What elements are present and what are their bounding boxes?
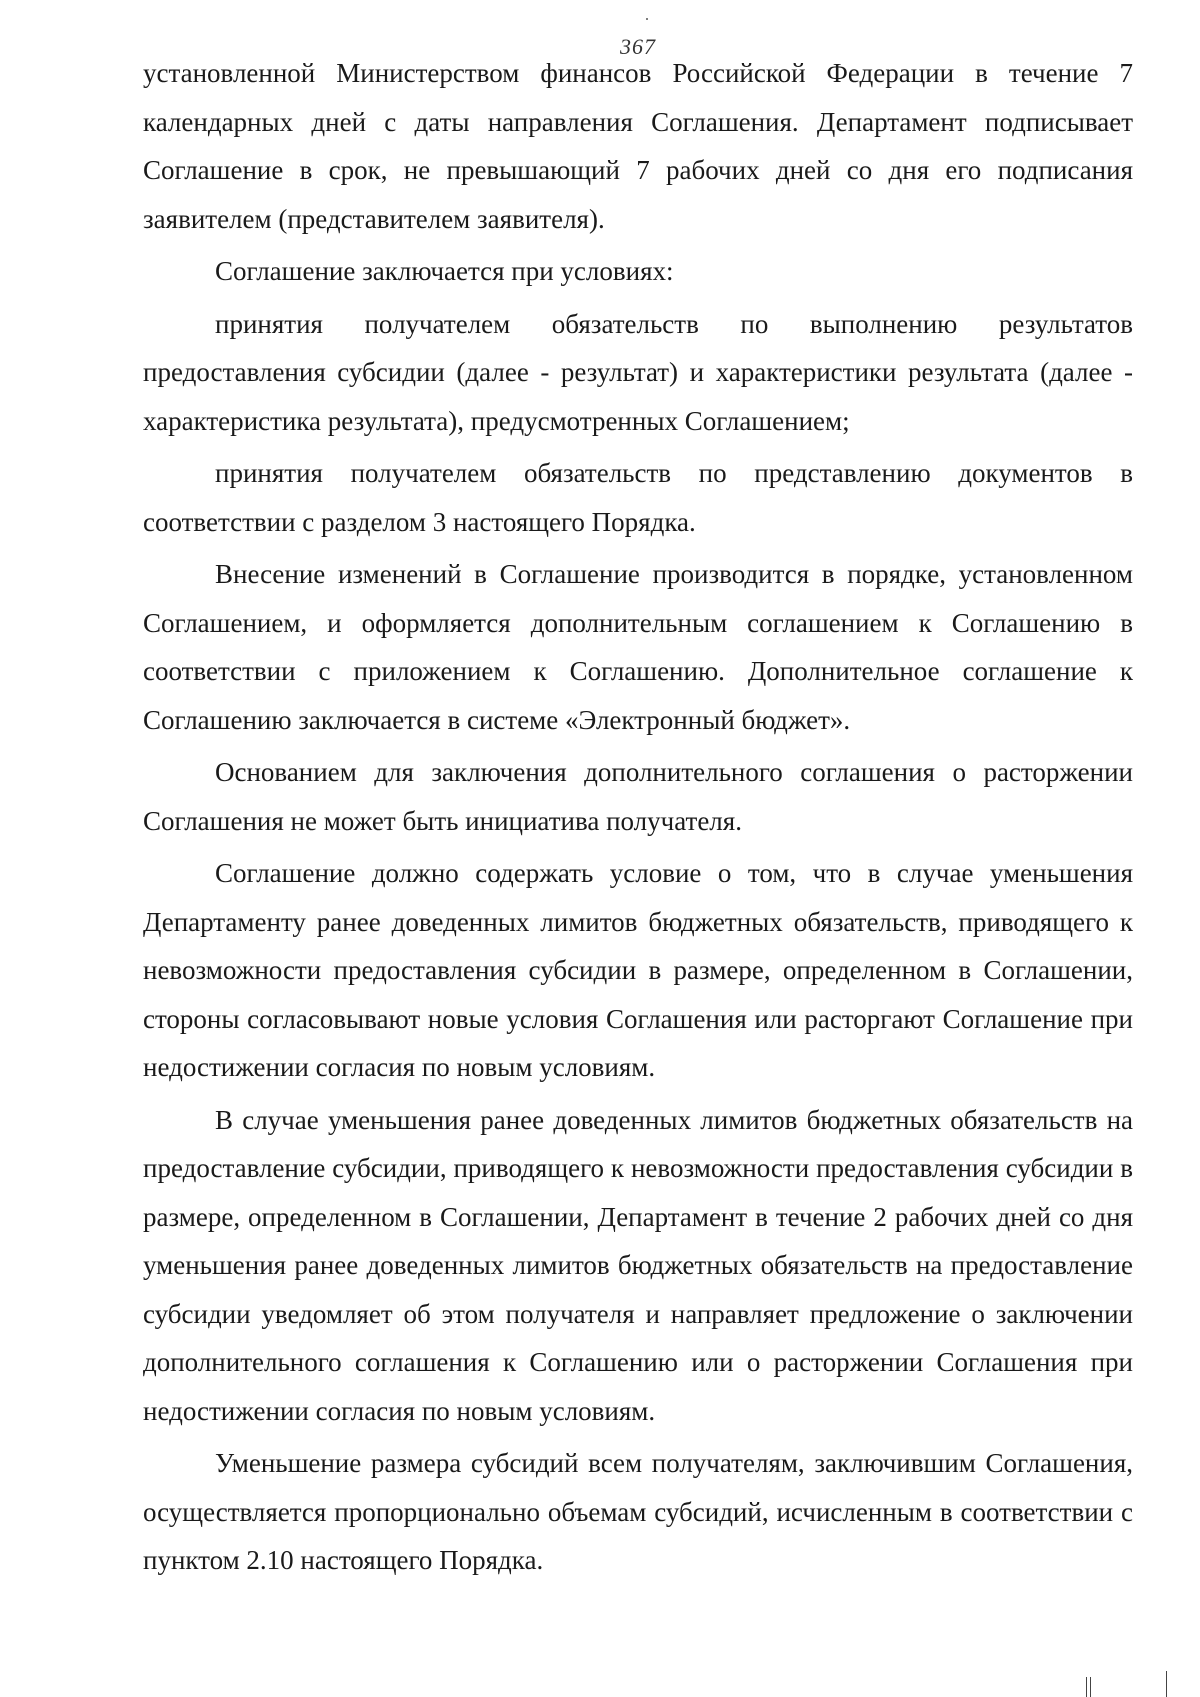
scan-edge-mark <box>1090 1677 1091 1697</box>
scan-edge-mark <box>1086 1677 1087 1697</box>
paragraph-agreement-conditions: Соглашение заключается при условиях: <box>215 256 674 286</box>
paragraph-amendments: Внесение изменений в Соглашение производится в порядке, установленном Соглашением, и оформляется дополнительным соглашением к Соглашению в соответствии с приложением к Соглашению. Дополнительное соглашение к Соглашению заключается в системе «Электронный бюджет». <box>143 559 1133 735</box>
scan-edge-mark <box>1166 1671 1167 1697</box>
document-text <box>143 49 1133 1585</box>
paragraph-condition-documents: принятия получателем обязательств по представлению документов в соответствии с разделом 3 настоящего Порядка. <box>143 458 1133 537</box>
page-number: 367 <box>620 34 656 59</box>
scan-artifact-dot <box>646 18 648 20</box>
paragraph-proportional-reduction: Уменьшение размера субсидий всем получателям, заключившим Соглашения, осуществляется пропорционально объемам субсидий, исчисленным в соответствии с пунктом 2.10 настоящего Порядка. <box>143 1448 1133 1575</box>
paragraph-continuation: установленной Министерством финансов Российской Федерации в течение 7 календарных дней с даты направления Соглашения. Департамент подписывает Соглашение в срок, не превышающий 7 рабочих дней со дня его подписания заявителем (представителем заявителя). <box>143 58 1133 234</box>
paragraph-limit-reduction-condition: Соглашение должно содержать условие о том, что в случае уменьшения Департаменту ранее доведенных лимитов бюджетных обязательств, приводящего к невозможности предоставления субсидии в размере, определенном в Соглашении, стороны согласовывают новые условия Соглашения или расторгают Соглашение при недостижении согласия по новым условиям. <box>143 858 1133 1082</box>
paragraph-limit-reduction-procedure: В случае уменьшения ранее доведенных лимитов бюджетных обязательств на предоставление субсидии, приводящего к невозможности предоставления субсидии в размере, определенном в Соглашении, Департамент в течение 2 рабочих дней со дня уменьшения ранее доведенных лимитов бюджетных обязательств на предоставление субсидии уведомляет об этом получателя и направляет предложение о заключении дополнительного соглашения к Соглашению или о расторжении Соглашения при недостижении согласия по новым условиям. <box>143 1104 1133 1426</box>
paragraph-termination-basis: Основанием для заключения дополнительного соглашения о расторжении Соглашения не может быть инициатива получателя. <box>143 757 1133 836</box>
paragraph-condition-results: принятия получателем обязательств по выполнению результатов предоставления субсидии (далее - результат) и характеристики результата (далее - характеристика результата), предусмотренных Соглашением; <box>143 308 1133 436</box>
